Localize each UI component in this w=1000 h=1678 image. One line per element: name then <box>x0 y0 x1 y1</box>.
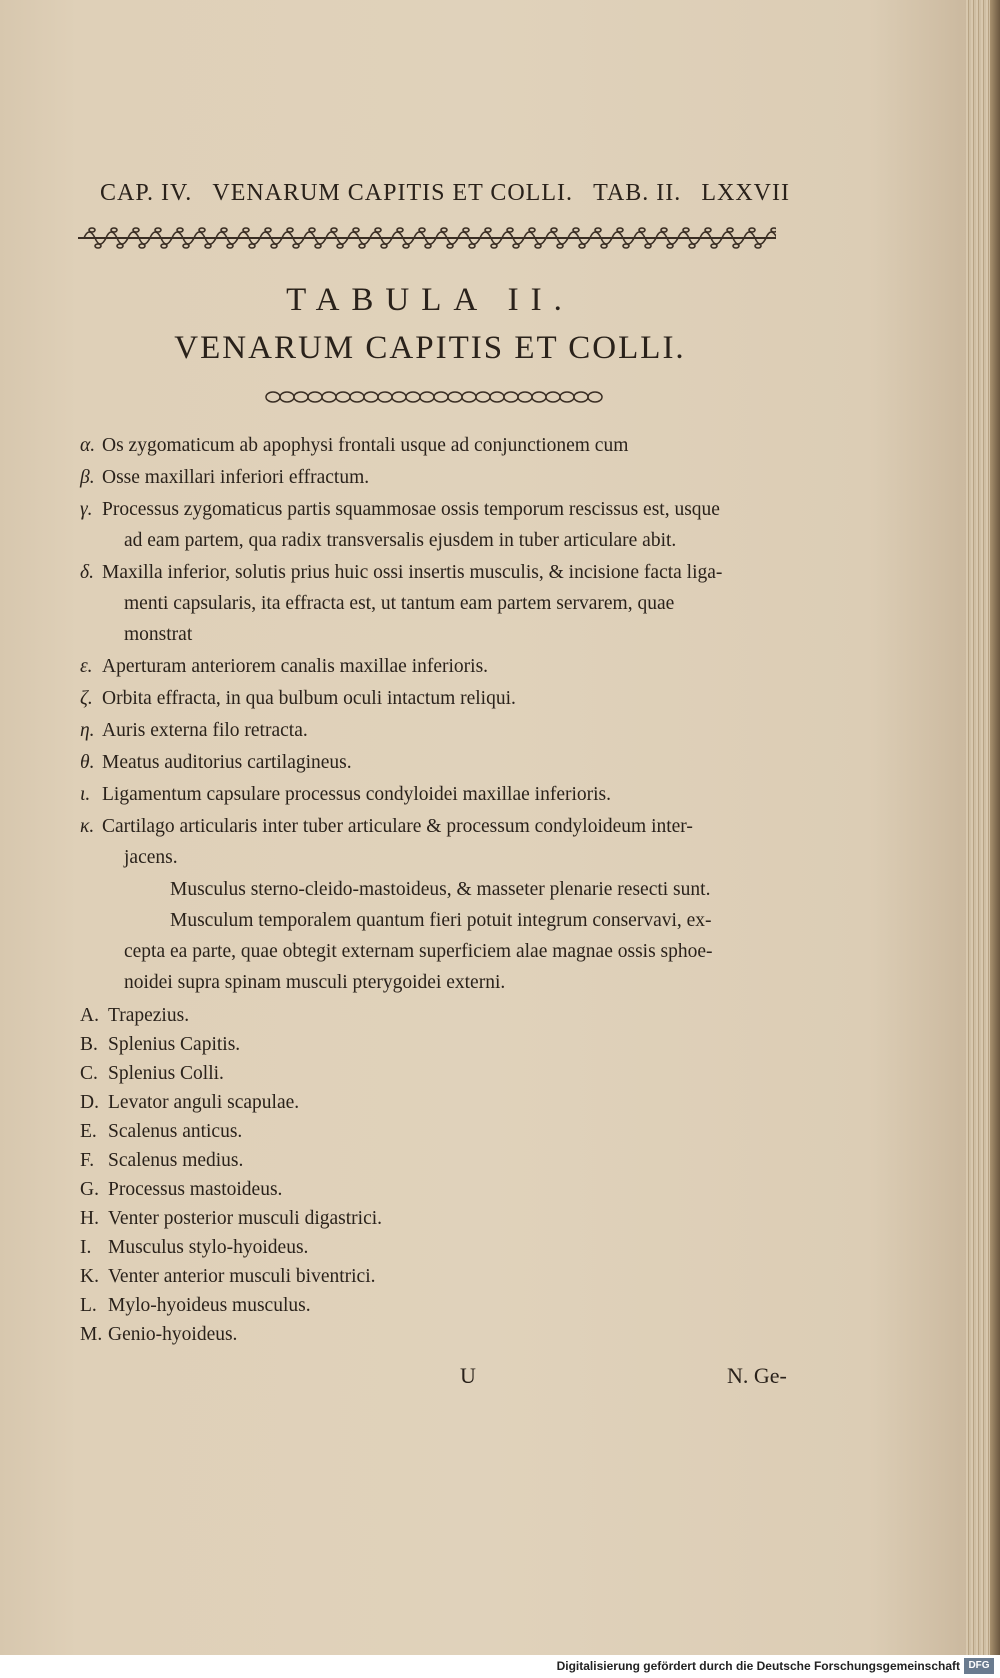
running-head-table: TAB. II. <box>593 180 682 206</box>
letter-entry-text: Genio-hyoideus. <box>108 1324 238 1345</box>
greek-entry-text: jacens. <box>124 847 178 868</box>
greek-entry-line <box>80 842 824 873</box>
greek-entry-mark: β. <box>80 467 95 488</box>
greek-entry-text: Orbita effracta, in qua bulbum oculi intactum reliqui. <box>102 688 516 709</box>
greek-entry-text: Aperturam anteriorem canalis maxillae inferioris. <box>102 656 489 677</box>
greek-entry-line <box>80 588 824 619</box>
digitization-credit: Digitalisierung gefördert durch die Deutsche Forschungsgemeinschaft <box>556 1659 960 1673</box>
table-subtitle: VENARUM CAPITIS ET COLLI. <box>174 330 686 366</box>
greek-entry-mark: ε. <box>80 656 93 677</box>
letter-entry-text: Venter posterior musculi digastrici. <box>108 1208 383 1229</box>
page-stack-edge <box>966 0 1000 1655</box>
greek-entry-text: Meatus auditorius cartilagineus. <box>102 752 352 773</box>
greek-entry-mark: η. <box>80 720 95 741</box>
note-paragraph-2-line: cepta ea parte, quae obtegit externam superficiem alae magnae ossis sphoe- <box>124 941 713 962</box>
letter-entry-mark: M. <box>80 1324 103 1345</box>
letter-entry-text: Splenius Capitis. <box>108 1034 241 1055</box>
greek-entry-text: ad eam partem, qua radix transversalis ejusdem in tuber articulare abit. <box>124 530 677 551</box>
letter-entry-text: Scalenus anticus. <box>108 1121 243 1142</box>
running-head-chapter: CAP. IV. <box>100 180 193 206</box>
greek-entry-text: Ligamentum capsulare processus condyloidei maxillae inferioris. <box>102 784 612 805</box>
letter-entry-text: Processus mastoideus. <box>108 1179 283 1200</box>
letter-entry-mark: H. <box>80 1208 99 1229</box>
floral-ornament-band <box>78 222 776 254</box>
greek-entry-line <box>80 430 780 461</box>
catchword: N. Ge- <box>727 1363 787 1388</box>
digitization-credit-bar <box>0 1655 1000 1678</box>
greek-entry-mark: κ. <box>80 816 95 837</box>
chain-ornament <box>258 387 608 407</box>
letter-entry-text: Scalenus medius. <box>108 1150 244 1171</box>
letter-entry-text: Levator anguli scapulae. <box>108 1092 300 1113</box>
greek-entry-text: monstrat <box>124 624 193 645</box>
greek-entry-line <box>80 747 780 778</box>
greek-entry-text: Osse maxillari inferiori effractum. <box>102 467 370 488</box>
greek-entry-line <box>80 811 780 842</box>
greek-entry-mark: ι. <box>80 784 91 805</box>
letter-entry-text: Trapezius. <box>108 1005 190 1026</box>
letter-entry-mark: B. <box>80 1034 98 1055</box>
greek-entry-mark: γ. <box>80 499 93 520</box>
letter-entry-text: Musculus stylo-hyoideus. <box>108 1237 309 1258</box>
greek-entry-line <box>80 619 824 650</box>
greek-entry-text: Os zygomaticum ab apophysi frontali usque ad conjunctionem cum <box>102 435 629 456</box>
running-head-title: VENARUM CAPITIS ET COLLI. <box>212 180 573 206</box>
table-title: TABULA II. <box>286 282 574 318</box>
running-head <box>100 180 790 207</box>
letter-entry <box>80 1232 780 1263</box>
greek-entry-text: Maxilla inferior, solutis prius huic ossi insertis musculis, & incisione facta liga- <box>102 562 723 583</box>
letter-entry <box>80 1000 780 1031</box>
letter-entry-mark: G. <box>80 1179 99 1200</box>
letter-entry <box>80 1319 780 1350</box>
signature-mark: U <box>460 1363 476 1388</box>
letter-entry-mark: I. <box>80 1237 92 1258</box>
legend-body <box>80 430 780 1350</box>
letter-entry <box>80 1116 780 1147</box>
greek-entry-mark: θ. <box>80 752 95 773</box>
greek-entry-text: Cartilago articularis inter tuber articulare & processum condyloideum inter- <box>102 816 693 837</box>
greek-entry-mark: α. <box>80 435 96 456</box>
letter-entry <box>80 1145 780 1176</box>
greek-entry-line <box>80 779 780 810</box>
letter-entry <box>80 1087 780 1118</box>
letter-entry <box>80 1290 780 1321</box>
note-paragraph-1: Musculus sterno-cleido-mastoideus, & masseter plenarie resecti sunt. <box>170 879 711 900</box>
letter-entry <box>80 1058 780 1089</box>
greek-entry-mark: ζ. <box>80 688 93 709</box>
greek-entry-mark: δ. <box>80 562 94 583</box>
letter-entry-mark: A. <box>80 1005 99 1026</box>
greek-entry-line <box>80 462 780 493</box>
letter-entry <box>80 1174 780 1205</box>
letter-entry <box>80 1029 780 1060</box>
greek-entry-line <box>80 715 780 746</box>
letter-entry-mark: E. <box>80 1121 97 1142</box>
letter-entry <box>80 1203 780 1234</box>
letter-entry-text: Splenius Colli. <box>108 1063 224 1084</box>
greek-entry-text: Auris externa filo retracta. <box>102 720 308 741</box>
greek-entry-line <box>80 651 780 682</box>
greek-entry-line <box>80 494 780 525</box>
letter-entry-mark: K. <box>80 1266 99 1287</box>
letter-entry-mark: L. <box>80 1295 97 1316</box>
letter-entry-text: Venter anterior musculi biventrici. <box>108 1266 376 1287</box>
greek-entry-line <box>80 525 824 556</box>
greek-entry-line <box>80 683 780 714</box>
letter-entry-mark: C. <box>80 1063 98 1084</box>
letter-entry-mark: F. <box>80 1150 95 1171</box>
letter-entry-text: Mylo-hyoideus musculus. <box>108 1295 311 1316</box>
greek-entry-line <box>80 557 780 588</box>
note-paragraph-2-line: Musculum temporalem quantum fieri potuit integrum conservavi, ex- <box>170 910 712 931</box>
greek-entry-text: Processus zygomaticus partis squammosae ossis temporum rescissus est, usque <box>102 499 720 520</box>
page-number: LXXVII <box>701 180 790 206</box>
dfg-logo: DFG <box>964 1658 994 1674</box>
letter-entry-mark: D. <box>80 1092 99 1113</box>
greek-entry-text: menti capsularis, ita effracta est, ut tantum eam partem servarem, quae <box>124 593 675 614</box>
note-paragraph-2-line: noidei supra spinam musculi pterygoidei externi. <box>124 972 506 993</box>
letter-entry <box>80 1261 780 1292</box>
